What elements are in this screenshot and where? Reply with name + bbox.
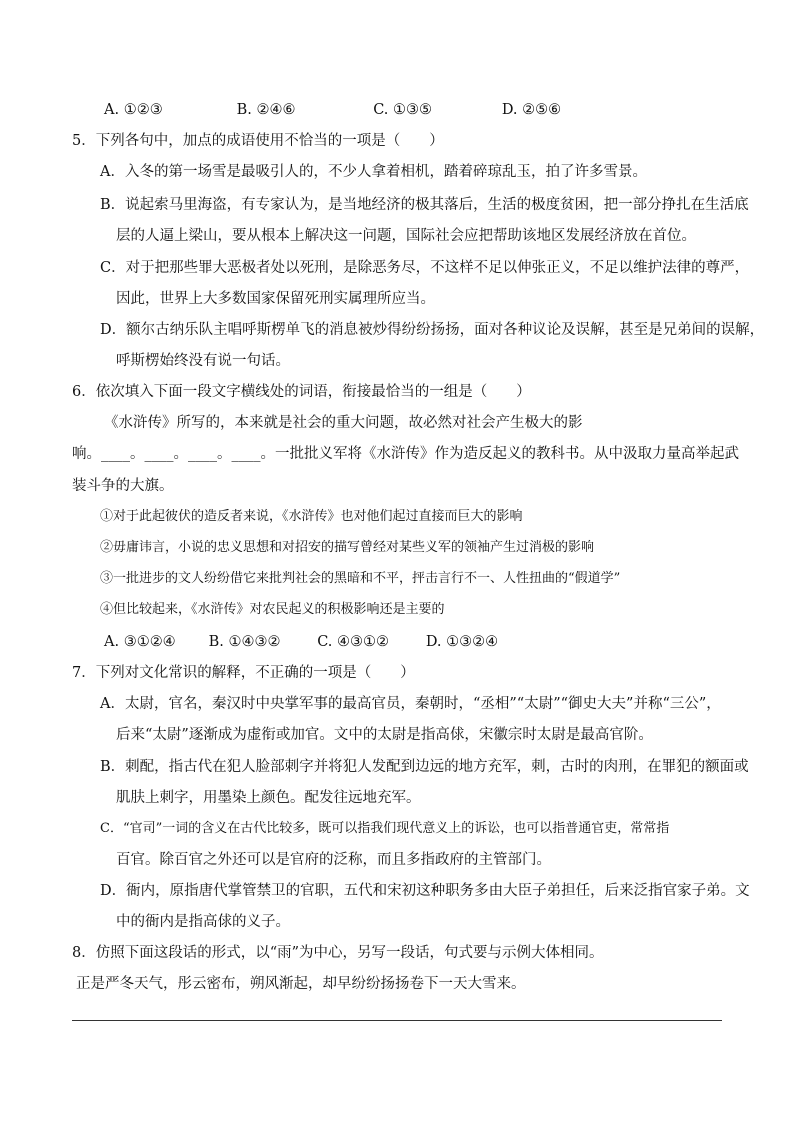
q6-sentence-4: ④但比较起来，《水浒传》对农民起义的积极影响还是主要的 [100, 602, 445, 617]
q5-option-c-line2: 因此，世界上大多数国家保留死刑实属理所应当。 [116, 291, 435, 307]
q6-sentence-3: ③一批进步的文人纷纷借它来批判社会的黑暗和不平，抨击言行不一、人性扭曲的“假道学” [100, 571, 621, 586]
q6-option-a: A. ③①②④ [104, 634, 176, 650]
q5-option-b-line2: 层的人逼上梁山，要从根本上解决这一问题，国际社会应把帮助该地区发展经济放在首位。 [116, 228, 696, 244]
q5-option-c-line1: C．对于把那些罪大恶极者处以死刑，是除恶务尽，不这样不足以伸张正义，不足以维护法律的尊严， [100, 260, 750, 276]
q6-passage-line1: 《水浒传》所写的，本来就是社会的重大问题，故必然对社会产生极大的影 [104, 415, 583, 431]
q7-option-d-line2: 中的衙内是指高俅的义子。 [116, 914, 290, 930]
q5-option-a: A．入冬的第一场雪是最吸引人的，不少人拿着相机，踏着碎琼乱玉，拍了许多雪景。 [100, 164, 647, 180]
q7-option-c-line2: 百官。除百官之外还可以是官府的泛称，而且多指政府的主管部门。 [116, 852, 551, 868]
q6-sentence-1: ①对于此起彼伏的造反者来说，《水浒传》也对他们起过直接而巨大的影响 [100, 509, 523, 524]
q8-stem: 8．仿照下面这段话的形式，以“雨”为中心，另写一段话，句式要与示例大体相同。 [72, 945, 604, 961]
q7-option-a-line1: A．太尉，官名，秦汉时中央掌军事的最高官员，秦朝时，“丞相”“太尉”“御史大夫”并称“三公”， [100, 696, 721, 712]
q4-option-d: D. ②⑤⑥ [501, 102, 562, 118]
q6-stem: 6．依次填入下面一段文字横线处的词语，衔接最恰当的一组是（ ） [72, 384, 531, 400]
q5-option-b-line1: B．说起索马里海盗，有专家认为，是当地经济的极其落后，生活的极度贫困，把一部分挣扎在生活底 [100, 197, 749, 213]
q7-option-b-line2: 肌肤上刺字，用墨染上颜色。配发往远地充军。 [116, 790, 421, 806]
q7-stem: 7．下列对文化常识的解释，不正确的一项是（ ） [72, 665, 415, 681]
q7-option-b-line1: B．刺配，指古代在犯人脸部刺字并将犯人发配到边远的地方充军，刺，古时的肉刑，在罪犯的额面或 [100, 759, 749, 775]
q5-stem: 5．下列各句中，加点的成语使用不恰当的一项是（ ） [72, 133, 444, 149]
q6-passage-line3: 装斗争的大旗。 [72, 478, 174, 494]
q5-option-d-line2: 呼斯楞始终没有说一句话。 [116, 353, 290, 369]
q6-option-c: C. ④③①② [317, 634, 390, 650]
answer-line [72, 1020, 722, 1021]
q4-option-b: B. ②④⑥ [236, 102, 296, 118]
q6-options [104, 632, 498, 652]
q7-option-a-line2: 后来“太尉”逐渐成为虚衔或加官。文中的太尉是指高俅，宋徽宗时太尉是最高官阶。 [116, 727, 653, 743]
q5-option-d-line1: D．额尔古纳乐队主唱呼斯楞单飞的消息被炒得纷纷扬扬，面对各种议论及误解，甚至是兄弟间的误解， [100, 322, 765, 338]
q4-option-a: A. ①②③ [104, 102, 163, 118]
q4-options [104, 100, 561, 120]
q7-option-c-line1: C．“官司”一词的含义在古代比较多，既可以指我们现代意义上的诉讼，也可以指普通官吏，常常指 [100, 821, 670, 836]
q8-example: 正是严冬天气，彤云密布，朔风渐起，却早纷纷扬扬卷下一天大雪来。 [76, 976, 526, 992]
q6-passage-line2: 响。____。____。____。____。一批批义军将《水浒传》作为造反起义的教科书。从中汲取力量高举起武 [72, 446, 739, 462]
q6-option-b: B. ①④③② [208, 634, 281, 650]
q6-option-d: D. ①③②④ [425, 634, 499, 650]
q4-option-c: C. ①③⑤ [373, 102, 433, 118]
q6-sentence-2: ②毋庸讳言，小说的忠义思想和对招安的描写曾经对某些义军的领袖产生过消极的影响 [100, 540, 595, 555]
q7-option-d-line1: D．衙内，原指唐代掌管禁卫的官职，五代和宋初这种职务多由大臣子弟担任，后来泛指官家子弟。文 [100, 883, 750, 899]
